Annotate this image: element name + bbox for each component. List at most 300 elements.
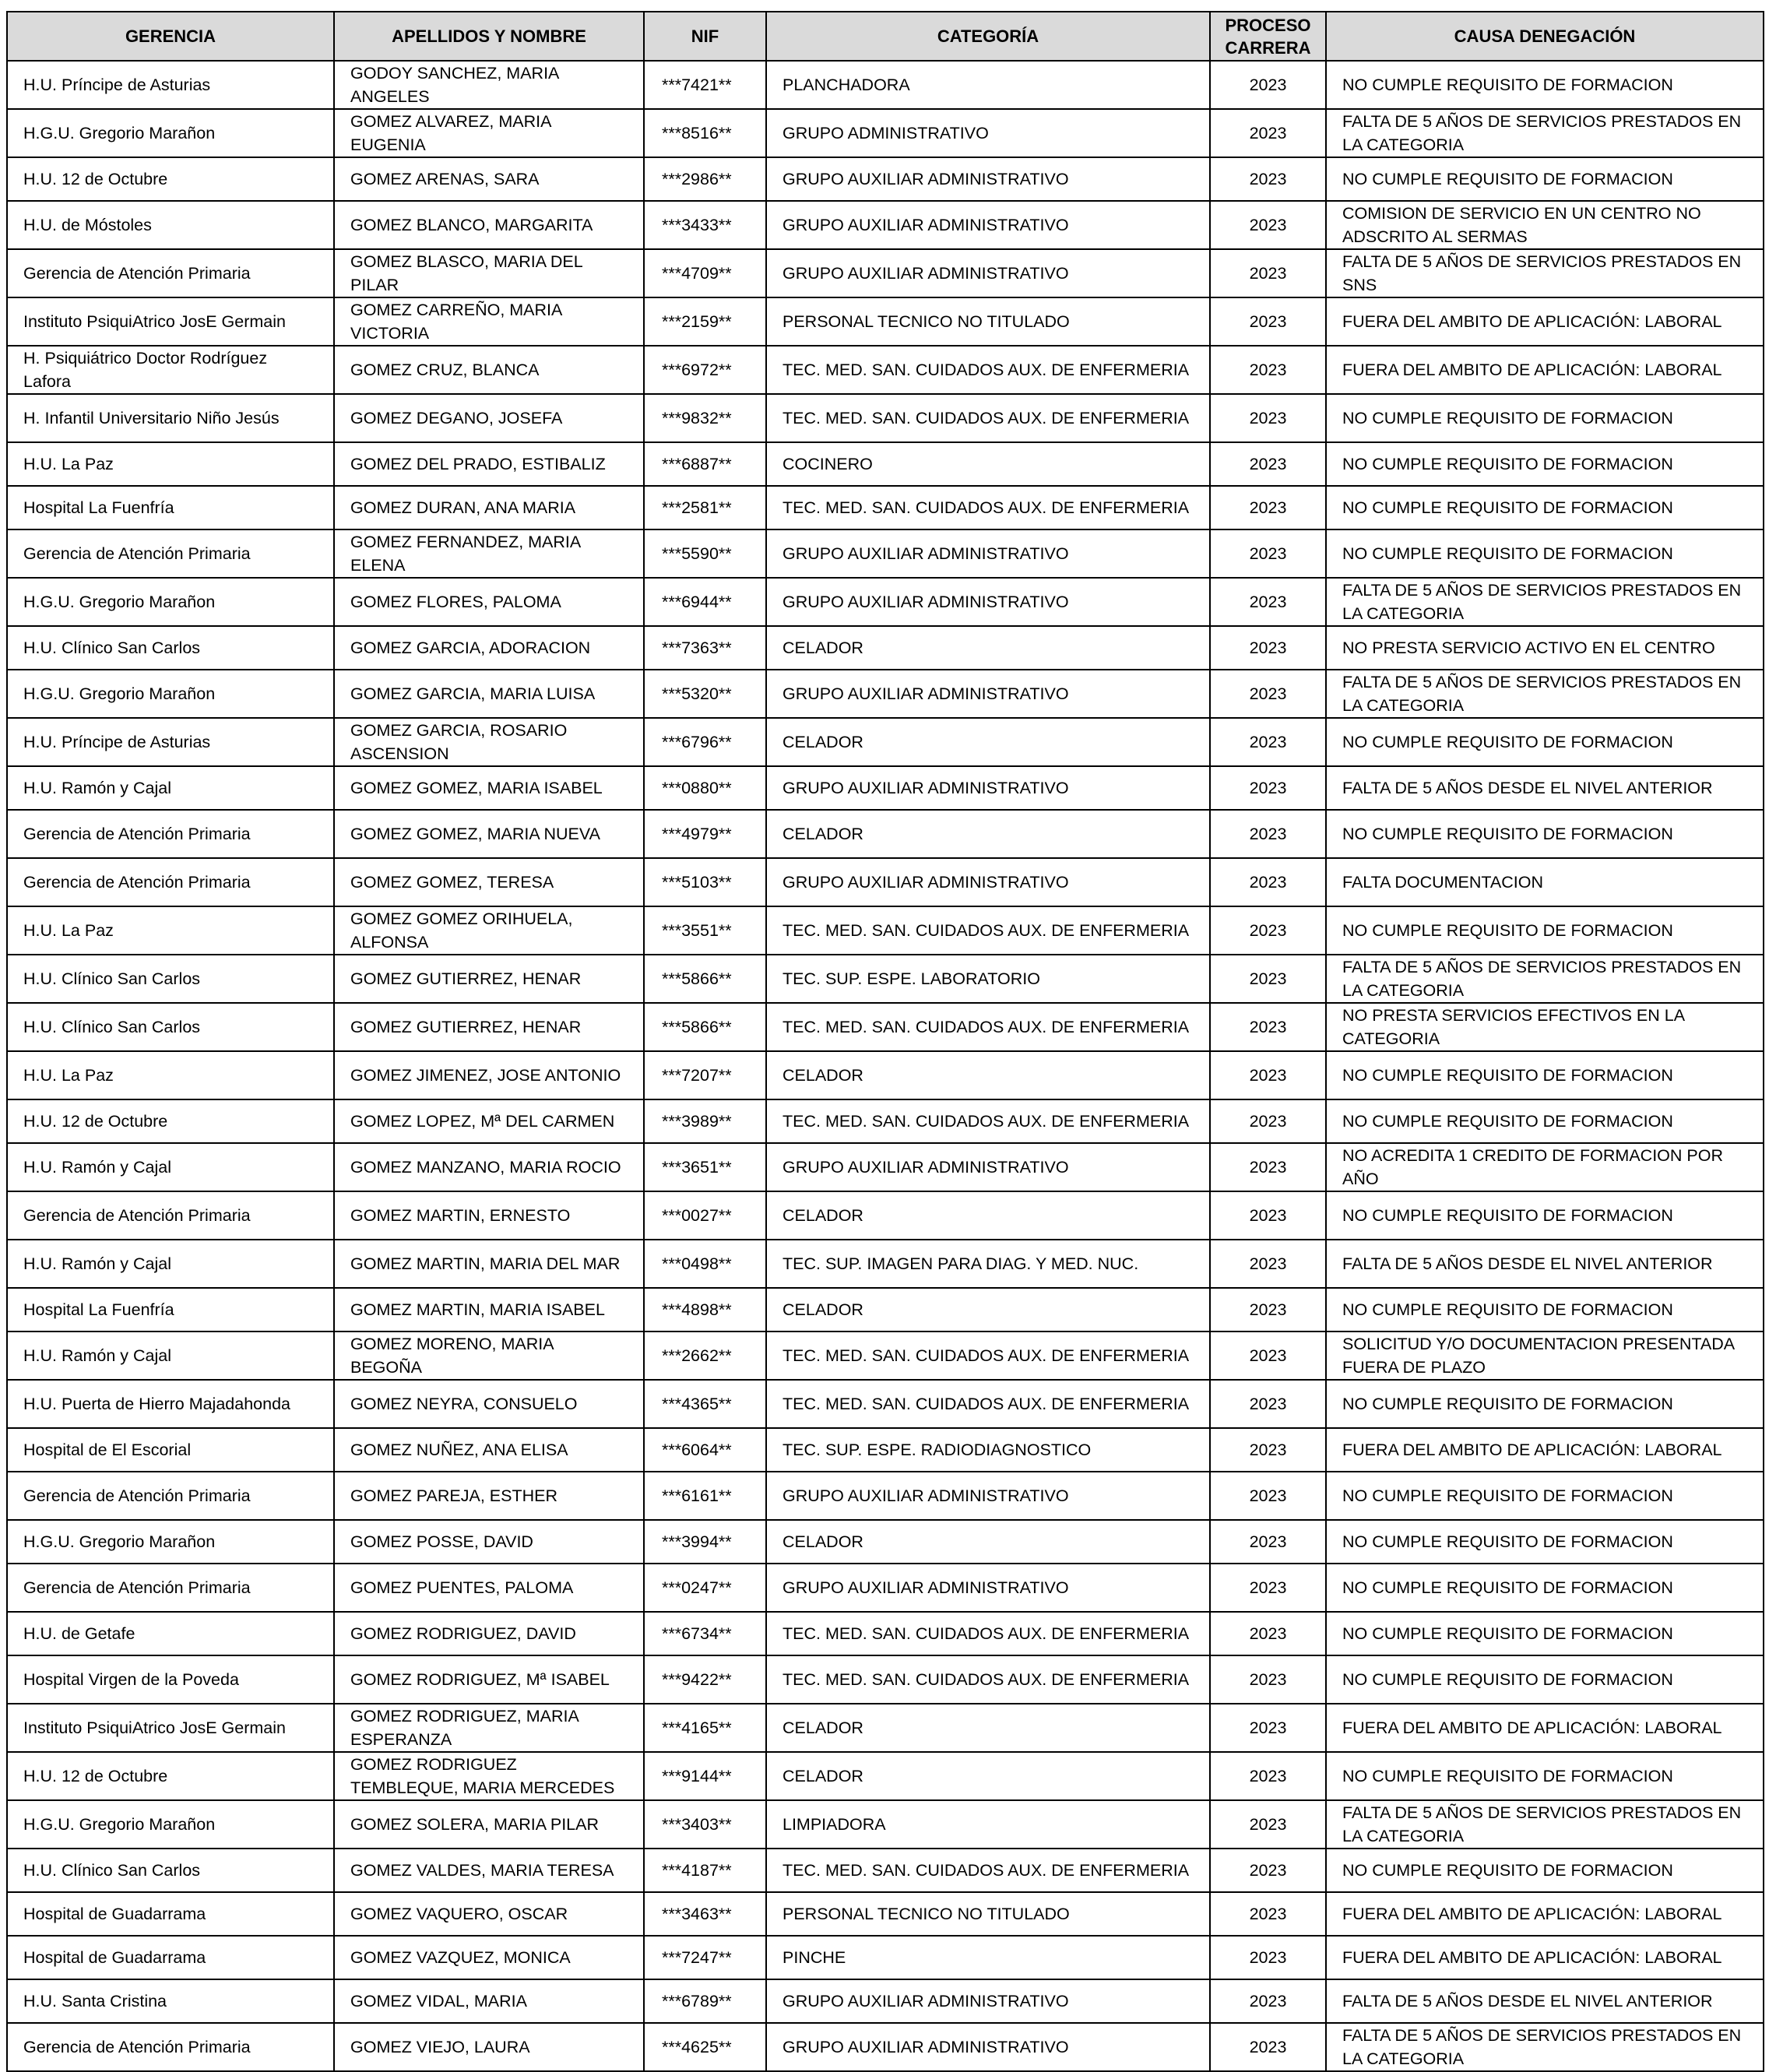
cell-apellidos-nombre: GOMEZ MANZANO, MARIA ROCIO <box>334 1143 644 1191</box>
cell-causa-denegacion: NO CUMPLE REQUISITO DE FORMACION <box>1326 1380 1764 1428</box>
table-row <box>7 1520 1764 1564</box>
cell-proceso-carrera: 2023 <box>1210 718 1326 766</box>
cell-nif: ***5866** <box>644 955 766 1003</box>
cell-causa-denegacion: NO CUMPLE REQUISITO DE FORMACION <box>1326 1472 1764 1520</box>
cell-nif: ***5590** <box>644 529 766 578</box>
table-row <box>7 1428 1764 1472</box>
table-row <box>7 858 1764 906</box>
cell-gerencia: H.U. de Móstoles <box>7 201 334 249</box>
table-row <box>7 1331 1764 1380</box>
cell-causa-denegacion: FALTA DOCUMENTACION <box>1326 858 1764 906</box>
table-row <box>7 297 1764 346</box>
cell-causa-denegacion: NO CUMPLE REQUISITO DE FORMACION <box>1326 1051 1764 1099</box>
cell-categoria: CELADOR <box>766 626 1210 670</box>
cell-gerencia: H.U. Clínico San Carlos <box>7 1003 334 1051</box>
table-row <box>7 529 1764 578</box>
cell-apellidos-nombre: GOMEZ BLASCO, MARIA DEL PILAR <box>334 249 644 297</box>
cell-nif: ***4709** <box>644 249 766 297</box>
cell-proceso-carrera: 2023 <box>1210 1520 1326 1564</box>
cell-gerencia: H.U. Clínico San Carlos <box>7 955 334 1003</box>
cell-causa-denegacion: FUERA DEL AMBITO DE APLICACIÓN: LABORAL <box>1326 1428 1764 1472</box>
cell-proceso-carrera: 2023 <box>1210 1288 1326 1331</box>
cell-categoria: TEC. MED. SAN. CUIDADOS AUX. DE ENFERMERIA <box>766 1099 1210 1143</box>
cell-causa-denegacion: NO CUMPLE REQUISITO DE FORMACION <box>1326 529 1764 578</box>
cell-apellidos-nombre: GOMEZ DEGANO, JOSEFA <box>334 394 644 442</box>
cell-categoria: CELADOR <box>766 810 1210 858</box>
cell-proceso-carrera: 2023 <box>1210 394 1326 442</box>
table-row <box>7 1849 1764 1892</box>
cell-categoria: COCINERO <box>766 442 1210 486</box>
cell-nif: ***8516** <box>644 109 766 157</box>
cell-apellidos-nombre: GOMEZ GOMEZ ORIHUELA, ALFONSA <box>334 906 644 955</box>
cell-proceso-carrera: 2023 <box>1210 1564 1326 1612</box>
table-row <box>7 718 1764 766</box>
cell-apellidos-nombre: GOMEZ GOMEZ, TERESA <box>334 858 644 906</box>
cell-gerencia: Hospital de El Escorial <box>7 1428 334 1472</box>
table-row <box>7 1240 1764 1288</box>
cell-gerencia: Hospital La Fuenfría <box>7 486 334 529</box>
cell-categoria: TEC. MED. SAN. CUIDADOS AUX. DE ENFERMERIA <box>766 906 1210 955</box>
cell-proceso-carrera: 2023 <box>1210 906 1326 955</box>
cell-nif: ***7363** <box>644 626 766 670</box>
denial-list-sheet <box>6 11 1763 2072</box>
cell-nif: ***0498** <box>644 1240 766 1288</box>
table-row <box>7 1752 1764 1800</box>
cell-causa-denegacion: COMISION DE SERVICIO EN UN CENTRO NO ADSCRITO AL SERMAS <box>1326 201 1764 249</box>
cell-causa-denegacion: FALTA DE 5 AÑOS DE SERVICIOS PRESTADOS EN LA CATEGORIA <box>1326 955 1764 1003</box>
cell-apellidos-nombre: GOMEZ GUTIERREZ, HENAR <box>334 1003 644 1051</box>
cell-proceso-carrera: 2023 <box>1210 1051 1326 1099</box>
cell-gerencia: H.G.U. Gregorio Marañon <box>7 670 334 718</box>
cell-nif: ***5103** <box>644 858 766 906</box>
cell-nif: ***4625** <box>644 2023 766 2071</box>
cell-proceso-carrera: 2023 <box>1210 529 1326 578</box>
cell-gerencia: Hospital de Guadarrama <box>7 1936 334 1979</box>
cell-nif: ***4187** <box>644 1849 766 1892</box>
cell-gerencia: H.U. 12 de Octubre <box>7 1099 334 1143</box>
table-row <box>7 157 1764 201</box>
cell-apellidos-nombre: GOMEZ GOMEZ, MARIA ISABEL <box>334 766 644 810</box>
cell-categoria: CELADOR <box>766 1288 1210 1331</box>
cell-nif: ***6944** <box>644 578 766 626</box>
cell-nif: ***4365** <box>644 1380 766 1428</box>
cell-gerencia: Hospital La Fuenfría <box>7 1288 334 1331</box>
denial-table <box>6 11 1764 2072</box>
cell-apellidos-nombre: GOMEZ PUENTES, PALOMA <box>334 1564 644 1612</box>
cell-proceso-carrera: 2023 <box>1210 1191 1326 1240</box>
table-row <box>7 1003 1764 1051</box>
cell-apellidos-nombre: GOMEZ BLANCO, MARGARITA <box>334 201 644 249</box>
cell-gerencia: Hospital de Guadarrama <box>7 1892 334 1936</box>
header-causa-denegacion: CAUSA DENEGACIÓN <box>1326 12 1764 61</box>
table-row <box>7 1936 1764 1979</box>
table-row <box>7 955 1764 1003</box>
cell-gerencia: Hospital Virgen de la Poveda <box>7 1655 334 1704</box>
cell-gerencia: Gerencia de Atención Primaria <box>7 810 334 858</box>
cell-categoria: GRUPO AUXILIAR ADMINISTRATIVO <box>766 766 1210 810</box>
cell-apellidos-nombre: GOMEZ GARCIA, MARIA LUISA <box>334 670 644 718</box>
cell-causa-denegacion: FALTA DE 5 AÑOS DE SERVICIOS PRESTADOS EN LA CATEGORIA <box>1326 109 1764 157</box>
cell-causa-denegacion: FUERA DEL AMBITO DE APLICACIÓN: LABORAL <box>1326 1936 1764 1979</box>
cell-gerencia: H.U. Clínico San Carlos <box>7 1849 334 1892</box>
cell-gerencia: H.U. La Paz <box>7 442 334 486</box>
cell-categoria: TEC. MED. SAN. CUIDADOS AUX. DE ENFERMERIA <box>766 1612 1210 1655</box>
cell-nif: ***2662** <box>644 1331 766 1380</box>
cell-nif: ***4165** <box>644 1704 766 1752</box>
cell-apellidos-nombre: GOMEZ POSSE, DAVID <box>334 1520 644 1564</box>
cell-apellidos-nombre: GOMEZ NEYRA, CONSUELO <box>334 1380 644 1428</box>
cell-nif: ***9144** <box>644 1752 766 1800</box>
table-row <box>7 201 1764 249</box>
table-row <box>7 109 1764 157</box>
cell-gerencia: H.U. Santa Cristina <box>7 1979 334 2023</box>
cell-apellidos-nombre: GOMEZ FLORES, PALOMA <box>334 578 644 626</box>
cell-categoria: GRUPO AUXILIAR ADMINISTRATIVO <box>766 529 1210 578</box>
cell-causa-denegacion: NO CUMPLE REQUISITO DE FORMACION <box>1326 1191 1764 1240</box>
cell-nif: ***7247** <box>644 1936 766 1979</box>
cell-nif: ***3989** <box>644 1099 766 1143</box>
cell-gerencia: H.U. Clínico San Carlos <box>7 626 334 670</box>
table-row <box>7 1800 1764 1849</box>
cell-nif: ***6972** <box>644 346 766 394</box>
table-row <box>7 394 1764 442</box>
cell-causa-denegacion: FALTA DE 5 AÑOS DE SERVICIOS PRESTADOS EN LA CATEGORIA <box>1326 670 1764 718</box>
table-row <box>7 1612 1764 1655</box>
cell-nif: ***3994** <box>644 1520 766 1564</box>
cell-proceso-carrera: 2023 <box>1210 157 1326 201</box>
cell-apellidos-nombre: GOMEZ MORENO, MARIA BEGOÑA <box>334 1331 644 1380</box>
cell-causa-denegacion: NO CUMPLE REQUISITO DE FORMACION <box>1326 486 1764 529</box>
cell-causa-denegacion: NO CUMPLE REQUISITO DE FORMACION <box>1326 1752 1764 1800</box>
cell-causa-denegacion: NO CUMPLE REQUISITO DE FORMACION <box>1326 61 1764 109</box>
cell-nif: ***6161** <box>644 1472 766 1520</box>
cell-causa-denegacion: FALTA DE 5 AÑOS DE SERVICIOS PRESTADOS EN SNS <box>1326 249 1764 297</box>
cell-categoria: GRUPO ADMINISTRATIVO <box>766 109 1210 157</box>
cell-nif: ***6064** <box>644 1428 766 1472</box>
cell-proceso-carrera: 2023 <box>1210 1979 1326 2023</box>
table-row <box>7 1892 1764 1936</box>
cell-gerencia: H.U. 12 de Octubre <box>7 1752 334 1800</box>
table-row <box>7 486 1764 529</box>
table-row <box>7 1472 1764 1520</box>
cell-nif: ***6887** <box>644 442 766 486</box>
cell-categoria: GRUPO AUXILIAR ADMINISTRATIVO <box>766 578 1210 626</box>
cell-gerencia: Gerencia de Atención Primaria <box>7 1472 334 1520</box>
cell-nif: ***5320** <box>644 670 766 718</box>
table-row <box>7 670 1764 718</box>
cell-proceso-carrera: 2023 <box>1210 1003 1326 1051</box>
cell-proceso-carrera: 2023 <box>1210 1380 1326 1428</box>
cell-causa-denegacion: NO CUMPLE REQUISITO DE FORMACION <box>1326 1849 1764 1892</box>
cell-apellidos-nombre: GOMEZ RODRIGUEZ, DAVID <box>334 1612 644 1655</box>
cell-proceso-carrera: 2023 <box>1210 1704 1326 1752</box>
cell-gerencia: H.U. de Getafe <box>7 1612 334 1655</box>
cell-categoria: TEC. SUP. ESPE. RADIODIAGNOSTICO <box>766 1428 1210 1472</box>
cell-categoria: TEC. MED. SAN. CUIDADOS AUX. DE ENFERMERIA <box>766 1380 1210 1428</box>
cell-categoria: TEC. MED. SAN. CUIDADOS AUX. DE ENFERMERIA <box>766 346 1210 394</box>
cell-apellidos-nombre: GOMEZ CRUZ, BLANCA <box>334 346 644 394</box>
cell-gerencia: H.U. Príncipe de Asturias <box>7 61 334 109</box>
cell-nif: ***3433** <box>644 201 766 249</box>
cell-apellidos-nombre: GOMEZ GOMEZ, MARIA NUEVA <box>334 810 644 858</box>
cell-proceso-carrera: 2023 <box>1210 1849 1326 1892</box>
cell-categoria: TEC. MED. SAN. CUIDADOS AUX. DE ENFERMERIA <box>766 1655 1210 1704</box>
cell-apellidos-nombre: GOMEZ JIMENEZ, JOSE ANTONIO <box>334 1051 644 1099</box>
cell-apellidos-nombre: GOMEZ ALVAREZ, MARIA EUGENIA <box>334 109 644 157</box>
cell-proceso-carrera: 2023 <box>1210 109 1326 157</box>
cell-categoria: CELADOR <box>766 1704 1210 1752</box>
cell-apellidos-nombre: GOMEZ FERNANDEZ, MARIA ELENA <box>334 529 644 578</box>
header-apellidos-nombre: APELLIDOS Y NOMBRE <box>334 12 644 61</box>
cell-categoria: PLANCHADORA <box>766 61 1210 109</box>
cell-categoria: CELADOR <box>766 1752 1210 1800</box>
cell-apellidos-nombre: GODOY SANCHEZ, MARIA ANGELES <box>334 61 644 109</box>
cell-gerencia: H.G.U. Gregorio Marañon <box>7 109 334 157</box>
table-row <box>7 906 1764 955</box>
cell-nif: ***4979** <box>644 810 766 858</box>
cell-nif: ***6789** <box>644 1979 766 2023</box>
table-row <box>7 2023 1764 2071</box>
cell-causa-denegacion: FALTA DE 5 AÑOS DE SERVICIOS PRESTADOS EN LA CATEGORIA <box>1326 578 1764 626</box>
cell-categoria: GRUPO AUXILIAR ADMINISTRATIVO <box>766 249 1210 297</box>
table-row <box>7 1655 1764 1704</box>
cell-causa-denegacion: NO CUMPLE REQUISITO DE FORMACION <box>1326 1564 1764 1612</box>
cell-categoria: GRUPO AUXILIAR ADMINISTRATIVO <box>766 157 1210 201</box>
table-row <box>7 626 1764 670</box>
header-categoria: CATEGORÍA <box>766 12 1210 61</box>
cell-gerencia: Gerencia de Atención Primaria <box>7 1564 334 1612</box>
cell-nif: ***2581** <box>644 486 766 529</box>
cell-nif: ***6734** <box>644 1612 766 1655</box>
cell-nif: ***3551** <box>644 906 766 955</box>
cell-categoria: GRUPO AUXILIAR ADMINISTRATIVO <box>766 1979 1210 2023</box>
cell-nif: ***6796** <box>644 718 766 766</box>
cell-proceso-carrera: 2023 <box>1210 201 1326 249</box>
header-nif: NIF <box>644 12 766 61</box>
table-row <box>7 442 1764 486</box>
cell-proceso-carrera: 2023 <box>1210 1892 1326 1936</box>
cell-apellidos-nombre: GOMEZ ARENAS, SARA <box>334 157 644 201</box>
table-row <box>7 1564 1764 1612</box>
cell-proceso-carrera: 2023 <box>1210 1240 1326 1288</box>
cell-proceso-carrera: 2023 <box>1210 858 1326 906</box>
cell-nif: ***2159** <box>644 297 766 346</box>
cell-gerencia: H.U. La Paz <box>7 1051 334 1099</box>
cell-gerencia: Gerencia de Atención Primaria <box>7 2023 334 2071</box>
table-row <box>7 1191 1764 1240</box>
cell-apellidos-nombre: GOMEZ MARTIN, MARIA ISABEL <box>334 1288 644 1331</box>
cell-gerencia: Instituto PsiquiAtrico JosE Germain <box>7 297 334 346</box>
cell-categoria: TEC. MED. SAN. CUIDADOS AUX. DE ENFERMERIA <box>766 1003 1210 1051</box>
cell-causa-denegacion: FALTA DE 5 AÑOS DESDE EL NIVEL ANTERIOR <box>1326 1979 1764 2023</box>
cell-causa-denegacion: NO CUMPLE REQUISITO DE FORMACION <box>1326 1099 1764 1143</box>
cell-proceso-carrera: 2023 <box>1210 61 1326 109</box>
cell-causa-denegacion: FALTA DE 5 AÑOS DE SERVICIOS PRESTADOS EN LA CATEGORIA <box>1326 1800 1764 1849</box>
cell-causa-denegacion: NO CUMPLE REQUISITO DE FORMACION <box>1326 1655 1764 1704</box>
cell-causa-denegacion: FUERA DEL AMBITO DE APLICACIÓN: LABORAL <box>1326 1704 1764 1752</box>
table-row <box>7 249 1764 297</box>
cell-categoria: CELADOR <box>766 1191 1210 1240</box>
cell-proceso-carrera: 2023 <box>1210 346 1326 394</box>
cell-nif: ***0880** <box>644 766 766 810</box>
cell-proceso-carrera: 2023 <box>1210 1428 1326 1472</box>
cell-gerencia: H.G.U. Gregorio Marañon <box>7 578 334 626</box>
cell-apellidos-nombre: GOMEZ VALDES, MARIA TERESA <box>334 1849 644 1892</box>
cell-gerencia: H. Infantil Universitario Niño Jesús <box>7 394 334 442</box>
cell-apellidos-nombre: GOMEZ NUÑEZ, ANA ELISA <box>334 1428 644 1472</box>
cell-nif: ***9422** <box>644 1655 766 1704</box>
cell-categoria: CELADOR <box>766 1520 1210 1564</box>
cell-nif: ***9832** <box>644 394 766 442</box>
cell-categoria: PERSONAL TECNICO NO TITULADO <box>766 297 1210 346</box>
cell-nif: ***0027** <box>644 1191 766 1240</box>
cell-proceso-carrera: 2023 <box>1210 486 1326 529</box>
cell-apellidos-nombre: GOMEZ CARREÑO, MARIA VICTORIA <box>334 297 644 346</box>
cell-proceso-carrera: 2023 <box>1210 810 1326 858</box>
cell-causa-denegacion: NO CUMPLE REQUISITO DE FORMACION <box>1326 394 1764 442</box>
cell-nif: ***0247** <box>644 1564 766 1612</box>
cell-proceso-carrera: 2023 <box>1210 578 1326 626</box>
cell-causa-denegacion: NO CUMPLE REQUISITO DE FORMACION <box>1326 1612 1764 1655</box>
header-row <box>7 12 1764 61</box>
cell-apellidos-nombre: GOMEZ DEL PRADO, ESTIBALIZ <box>334 442 644 486</box>
cell-categoria: CELADOR <box>766 718 1210 766</box>
cell-categoria: GRUPO AUXILIAR ADMINISTRATIVO <box>766 670 1210 718</box>
cell-proceso-carrera: 2023 <box>1210 1936 1326 1979</box>
cell-nif: ***5866** <box>644 1003 766 1051</box>
table-row <box>7 1380 1764 1428</box>
cell-gerencia: Gerencia de Atención Primaria <box>7 1191 334 1240</box>
cell-categoria: PINCHE <box>766 1936 1210 1979</box>
cell-apellidos-nombre: GOMEZ VIEJO, LAURA <box>334 2023 644 2071</box>
cell-gerencia: H. Psiquiátrico Doctor Rodríguez Lafora <box>7 346 334 394</box>
table-row <box>7 1143 1764 1191</box>
cell-causa-denegacion: FALTA DE 5 AÑOS DESDE EL NIVEL ANTERIOR <box>1326 1240 1764 1288</box>
cell-gerencia: H.G.U. Gregorio Marañon <box>7 1800 334 1849</box>
cell-gerencia: Gerencia de Atención Primaria <box>7 858 334 906</box>
cell-apellidos-nombre: GOMEZ VIDAL, MARIA <box>334 1979 644 2023</box>
cell-categoria: TEC. MED. SAN. CUIDADOS AUX. DE ENFERMERIA <box>766 1331 1210 1380</box>
cell-causa-denegacion: NO CUMPLE REQUISITO DE FORMACION <box>1326 1288 1764 1331</box>
cell-apellidos-nombre: GOMEZ VAZQUEZ, MONICA <box>334 1936 644 1979</box>
cell-causa-denegacion: FUERA DEL AMBITO DE APLICACIÓN: LABORAL <box>1326 1892 1764 1936</box>
cell-categoria: GRUPO AUXILIAR ADMINISTRATIVO <box>766 1143 1210 1191</box>
cell-apellidos-nombre: GOMEZ DURAN, ANA MARIA <box>334 486 644 529</box>
table-row <box>7 1099 1764 1143</box>
table-row <box>7 1288 1764 1331</box>
cell-gerencia: H.U. 12 de Octubre <box>7 157 334 201</box>
cell-categoria: CELADOR <box>766 1051 1210 1099</box>
cell-categoria: TEC. SUP. IMAGEN PARA DIAG. Y MED. NUC. <box>766 1240 1210 1288</box>
cell-nif: ***7207** <box>644 1051 766 1099</box>
cell-causa-denegacion: FALTA DE 5 AÑOS DE SERVICIOS PRESTADOS EN LA CATEGORIA <box>1326 2023 1764 2071</box>
table-row <box>7 1979 1764 2023</box>
cell-categoria: PERSONAL TECNICO NO TITULADO <box>766 1892 1210 1936</box>
cell-apellidos-nombre: GOMEZ MARTIN, MARIA DEL MAR <box>334 1240 644 1288</box>
cell-causa-denegacion: FUERA DEL AMBITO DE APLICACIÓN: LABORAL <box>1326 297 1764 346</box>
cell-apellidos-nombre: GOMEZ PAREJA, ESTHER <box>334 1472 644 1520</box>
cell-nif: ***2986** <box>644 157 766 201</box>
cell-causa-denegacion: NO ACREDITA 1 CREDITO DE FORMACION POR AÑO <box>1326 1143 1764 1191</box>
cell-apellidos-nombre: GOMEZ GARCIA, ADORACION <box>334 626 644 670</box>
cell-categoria: TEC. MED. SAN. CUIDADOS AUX. DE ENFERMERIA <box>766 1849 1210 1892</box>
cell-gerencia: H.U. Ramón y Cajal <box>7 1331 334 1380</box>
cell-gerencia: H.U. Ramón y Cajal <box>7 1143 334 1191</box>
table-row <box>7 766 1764 810</box>
cell-gerencia: H.G.U. Gregorio Marañon <box>7 1520 334 1564</box>
cell-proceso-carrera: 2023 <box>1210 442 1326 486</box>
cell-causa-denegacion: FALTA DE 5 AÑOS DESDE EL NIVEL ANTERIOR <box>1326 766 1764 810</box>
cell-causa-denegacion: NO CUMPLE REQUISITO DE FORMACION <box>1326 718 1764 766</box>
cell-proceso-carrera: 2023 <box>1210 670 1326 718</box>
cell-apellidos-nombre: GOMEZ GARCIA, ROSARIO ASCENSION <box>334 718 644 766</box>
cell-nif: ***3651** <box>644 1143 766 1191</box>
cell-proceso-carrera: 2023 <box>1210 1612 1326 1655</box>
cell-proceso-carrera: 2023 <box>1210 1099 1326 1143</box>
cell-apellidos-nombre: GOMEZ RODRIGUEZ, MARIA ESPERANZA <box>334 1704 644 1752</box>
cell-apellidos-nombre: GOMEZ VAQUERO, OSCAR <box>334 1892 644 1936</box>
cell-causa-denegacion: NO CUMPLE REQUISITO DE FORMACION <box>1326 1520 1764 1564</box>
cell-causa-denegacion: NO PRESTA SERVICIOS EFECTIVOS EN LA CATEGORIA <box>1326 1003 1764 1051</box>
cell-causa-denegacion: SOLICITUD Y/O DOCUMENTACION PRESENTADA FUERA DE PLAZO <box>1326 1331 1764 1380</box>
table-row <box>7 1051 1764 1099</box>
cell-proceso-carrera: 2023 <box>1210 249 1326 297</box>
table-row <box>7 346 1764 394</box>
cell-nif: ***7421** <box>644 61 766 109</box>
cell-nif: ***3403** <box>644 1800 766 1849</box>
cell-apellidos-nombre: GOMEZ GUTIERREZ, HENAR <box>334 955 644 1003</box>
cell-categoria: GRUPO AUXILIAR ADMINISTRATIVO <box>766 201 1210 249</box>
cell-categoria: TEC. MED. SAN. CUIDADOS AUX. DE ENFERMERIA <box>766 486 1210 529</box>
cell-categoria: GRUPO AUXILIAR ADMINISTRATIVO <box>766 1472 1210 1520</box>
cell-proceso-carrera: 2023 <box>1210 1655 1326 1704</box>
cell-proceso-carrera: 2023 <box>1210 297 1326 346</box>
cell-proceso-carrera: 2023 <box>1210 955 1326 1003</box>
header-gerencia: GERENCIA <box>7 12 334 61</box>
table-row <box>7 61 1764 109</box>
cell-apellidos-nombre: GOMEZ SOLERA, MARIA PILAR <box>334 1800 644 1849</box>
cell-gerencia: H.U. La Paz <box>7 906 334 955</box>
cell-categoria: GRUPO AUXILIAR ADMINISTRATIVO <box>766 858 1210 906</box>
cell-gerencia: H.U. Príncipe de Asturias <box>7 718 334 766</box>
cell-proceso-carrera: 2023 <box>1210 1331 1326 1380</box>
cell-gerencia: H.U. Puerta de Hierro Majadahonda <box>7 1380 334 1428</box>
cell-gerencia: Gerencia de Atención Primaria <box>7 529 334 578</box>
cell-proceso-carrera: 2023 <box>1210 1800 1326 1849</box>
cell-proceso-carrera: 2023 <box>1210 766 1326 810</box>
cell-apellidos-nombre: GOMEZ LOPEZ, Mª DEL CARMEN <box>334 1099 644 1143</box>
cell-categoria: TEC. SUP. ESPE. LABORATORIO <box>766 955 1210 1003</box>
cell-proceso-carrera: 2023 <box>1210 1472 1326 1520</box>
cell-categoria: GRUPO AUXILIAR ADMINISTRATIVO <box>766 1564 1210 1612</box>
cell-proceso-carrera: 2023 <box>1210 1752 1326 1800</box>
header-proceso-carrera: PROCESO CARRERA <box>1210 12 1326 61</box>
cell-nif: ***4898** <box>644 1288 766 1331</box>
cell-gerencia: H.U. Ramón y Cajal <box>7 1240 334 1288</box>
cell-categoria: TEC. MED. SAN. CUIDADOS AUX. DE ENFERMERIA <box>766 394 1210 442</box>
cell-apellidos-nombre: GOMEZ RODRIGUEZ TEMBLEQUE, MARIA MERCEDES <box>334 1752 644 1800</box>
cell-proceso-carrera: 2023 <box>1210 1143 1326 1191</box>
cell-apellidos-nombre: GOMEZ RODRIGUEZ, Mª ISABEL <box>334 1655 644 1704</box>
cell-apellidos-nombre: GOMEZ MARTIN, ERNESTO <box>334 1191 644 1240</box>
cell-proceso-carrera: 2023 <box>1210 2023 1326 2071</box>
table-body <box>7 61 1764 2071</box>
cell-causa-denegacion: NO CUMPLE REQUISITO DE FORMACION <box>1326 810 1764 858</box>
cell-causa-denegacion: NO CUMPLE REQUISITO DE FORMACION <box>1326 157 1764 201</box>
cell-causa-denegacion: FUERA DEL AMBITO DE APLICACIÓN: LABORAL <box>1326 346 1764 394</box>
cell-causa-denegacion: NO PRESTA SERVICIO ACTIVO EN EL CENTRO <box>1326 626 1764 670</box>
cell-proceso-carrera: 2023 <box>1210 626 1326 670</box>
